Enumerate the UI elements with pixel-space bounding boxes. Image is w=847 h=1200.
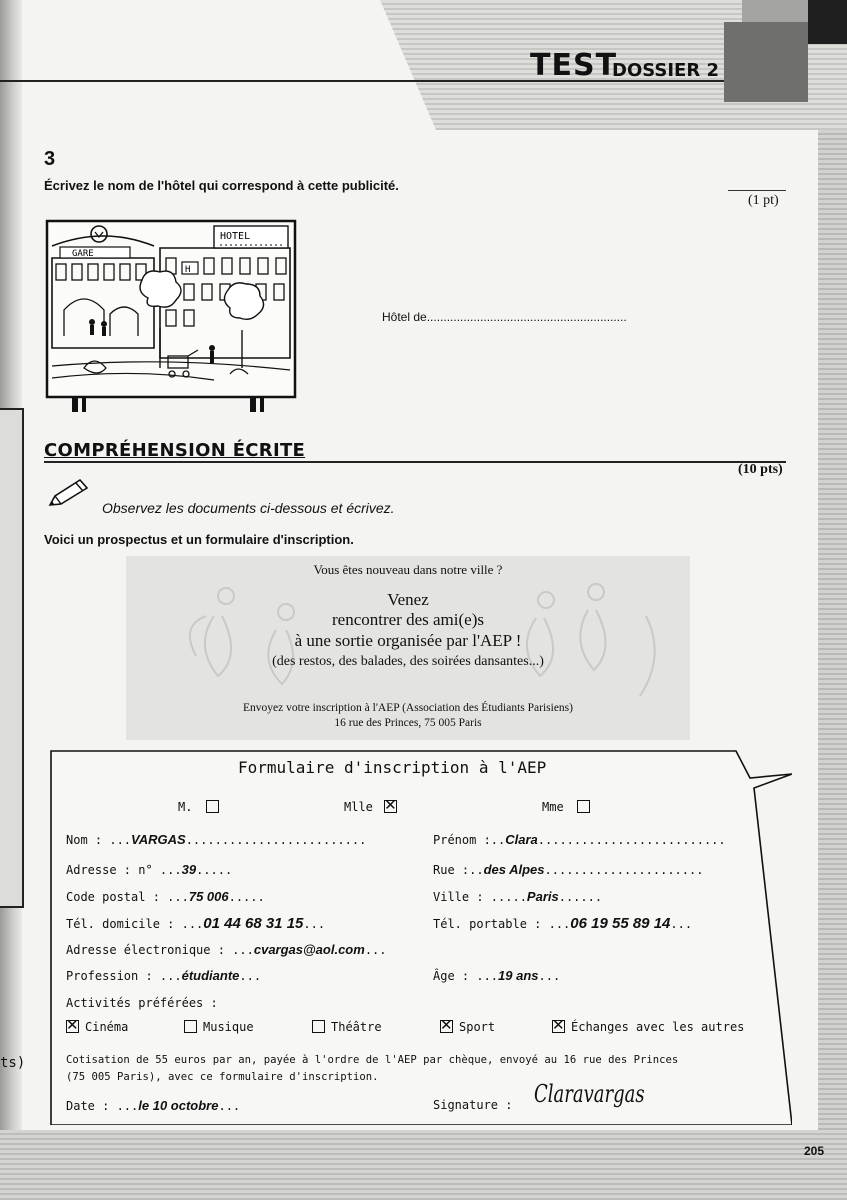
registration-form [50,750,792,1125]
activity-cinema-checkbox[interactable] [66,1020,79,1033]
profession-label: Profession : [66,969,160,983]
ville-label: Ville : [433,890,491,904]
activity-musique-label: Musique [203,1020,254,1034]
code-postal-value: 75 006 [188,889,229,904]
email-field[interactable]: Adresse électronique : ...cvargas@aol.com... [66,942,387,957]
activity-musique[interactable] [184,1020,254,1034]
activity-theatre[interactable] [312,1020,382,1034]
prenom-value: Clara [505,832,538,847]
form-title: Formulaire d'inscription à l'AEP [238,758,547,777]
flyer-line-1: Venez [387,590,429,609]
right-decorative-stripe [818,0,847,1200]
activity-sport-checkbox[interactable] [440,1020,453,1033]
left-page-edge [0,408,24,908]
civility-m[interactable] [178,800,225,814]
rue-label: Rue : [433,863,470,877]
tel-domicile-label: Tél. domicile : [66,917,182,931]
cotisation-line-1: Cotisation de 55 euros par an, payée à l'ordre de l'AEP par chèque, envoyé au 16 rue des Princes [66,1054,679,1066]
tel-portable-label: Tél. portable : [433,917,549,931]
exercise-points: (1 pt) [748,193,779,208]
pencil-icon [46,478,90,508]
civility-m-checkbox[interactable] [206,800,219,813]
header-square-dark [724,22,808,102]
date-value: le 10 octobre [138,1098,219,1113]
ville-field[interactable]: Ville : .....Paris...... [433,889,603,904]
hotel-small-sign-text: H [185,265,191,275]
section-intro: Voici un prospectus et un formulaire d'inscription. [44,532,354,547]
flyer-question: Vous êtes nouveau dans notre ville ? [313,562,503,577]
profession-value: étudiante [181,968,240,983]
code-postal-field[interactable]: Code postal : ...75 006..... [66,889,265,904]
date-label: Date : [66,1099,117,1113]
activity-echanges-checkbox[interactable] [552,1020,565,1033]
rue-value: des Alpes [483,862,545,877]
nom-field[interactable]: Nom : ...VARGAS......................... [66,832,367,847]
flyer-address: 16 rue des Princes, 75 005 Paris [334,717,482,729]
activity-musique-checkbox[interactable] [184,1020,197,1033]
left-page-fragment: ts) [0,1055,26,1071]
cotisation-line-2: (75 005 Paris), avec ce formulaire d'inscription. [66,1071,379,1083]
points-rule [728,190,786,191]
prenom-label: Prénom : [433,833,491,847]
nom-value: VARGAS [131,832,186,847]
section-points: (10 pts) [738,462,783,477]
email-value: cvargas@aol.com [253,942,365,957]
header-title: TEST [530,48,618,83]
date-field[interactable]: Date : ...le 10 octobre... [66,1098,241,1113]
civility-m-label: M. [178,800,193,814]
activity-theatre-label: Théâtre [331,1020,382,1034]
civility-mme-checkbox[interactable] [577,800,590,813]
section-title: COMPRÉHENSION ÉCRITE [44,440,306,461]
form-frame [50,750,792,1125]
page-number: 205 [804,1144,825,1158]
hotel-answer-field[interactable]: Hôtel de............................................................ [382,310,627,324]
ville-value: Paris [526,889,559,904]
section-rule [44,461,786,463]
tel-portable-value: 06 19 55 89 14 [570,915,671,932]
activity-cinema-label: Cinéma [85,1020,129,1034]
adresse-label: Adresse : n° [66,863,160,877]
code-postal-label: Code postal : [66,890,168,904]
bottom-decorative-band [0,1130,847,1200]
signature-value[interactable]: Claravargas [534,1080,645,1108]
flyer-send-instruction: Envoyez votre inscription à l'AEP (Association des Étudiants Parisiens) [243,702,573,714]
activity-cinema[interactable] [66,1020,128,1034]
hotel-sign-text: HOTEL [220,231,251,242]
flyer-line-4: (des restos, des balades, des soirées dansantes...) [272,654,544,669]
section-instruction: Observez les documents ci-dessous et écrivez. [102,500,395,516]
activity-echanges-label: Échanges avec les autres [571,1020,745,1034]
age-value: 19 ans [498,968,539,983]
email-label: Adresse électronique : [66,943,233,957]
tel-domicile-field[interactable]: Tél. domicile : ...01 44 68 31 15... [66,915,326,932]
exercise-number: 3 [44,148,56,170]
age-label: Âge : [433,969,477,983]
activity-echanges[interactable] [552,1020,744,1034]
header-subtitle: DOSSIER 2 [612,60,720,81]
exercise-instruction: Écrivez le nom de l'hôtel qui correspond à cette publicité. [44,178,399,193]
adresse-field[interactable]: Adresse : n° ...39..... [66,862,233,877]
activity-sport[interactable] [440,1020,495,1034]
activity-theatre-checkbox[interactable] [312,1020,325,1033]
gare-sign-text: GARE [72,249,94,259]
nom-label: Nom : [66,833,110,847]
tel-portable-field[interactable]: Tél. portable : ...06 19 55 89 14... [433,915,693,932]
activity-sport-label: Sport [459,1020,496,1034]
civility-mlle-checkbox[interactable] [384,800,397,813]
prenom-field[interactable]: Prénom :..Clara.......................... [433,832,726,847]
adresse-value: 39 [181,862,197,877]
header-square-black [808,0,847,44]
activites-label: Activités préférées : [66,996,218,1010]
flyer-line-3: à une sortie organisée par l'AEP ! [294,631,522,650]
tel-domicile-value: 01 44 68 31 15 [203,915,304,932]
hotel-billboard-illustration [44,218,300,414]
civility-mlle-label: Mlle [344,800,373,814]
profession-field[interactable]: Profession : ...étudiante... [66,968,262,983]
civility-mlle[interactable] [344,800,403,814]
age-field[interactable]: Âge : ...19 ans... [433,968,561,983]
rue-field[interactable]: Rue :..des Alpes...................... [433,862,704,877]
civility-mme[interactable] [542,800,596,814]
aep-flyer [126,556,690,740]
header-square-light [742,0,808,22]
flyer-line-2: rencontrer des ami(e)s [332,610,484,629]
civility-mme-label: Mme [542,800,564,814]
signature-label: Signature : [433,1098,513,1112]
